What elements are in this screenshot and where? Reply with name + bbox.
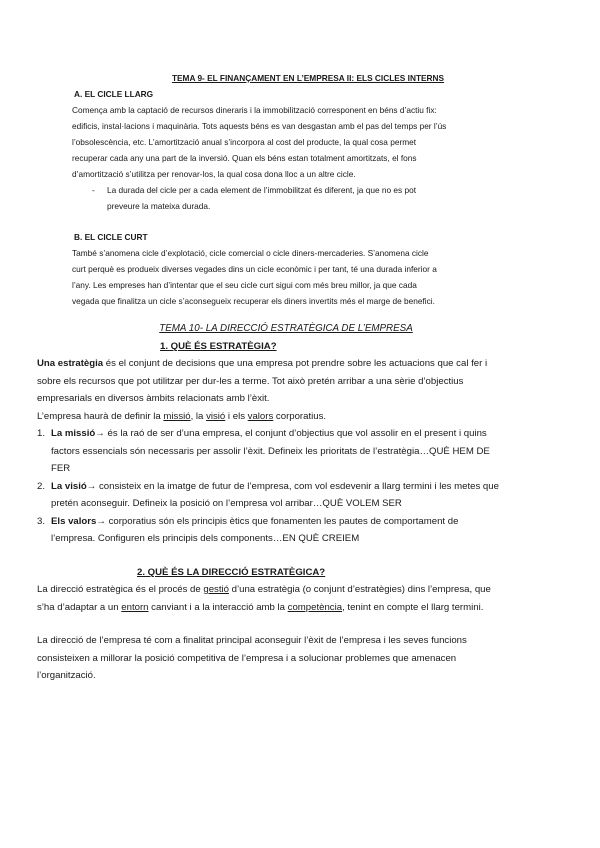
tema10-title: TEMA 10- LA DIRECCIÓ ESTRATÈGICA DE L’EMPRESA [159,323,413,334]
bullet-dash: - [92,185,95,195]
section-a-line: Comença amb la captació de recursos dineraris i la immobilització corresponent en béns d’actiu fix: [72,105,437,115]
numbered-list [37,425,535,548]
list-item: 3. Els valors→ corporatius són els principis ètics que fonamenten les pautes de comportament de l’empresa. Configuren els principis dels components…EN QUÈ CREIEM [37,513,535,548]
q2-paragraph2-line: La direcció de l’empresa té com a finalitat principal aconseguir l’èxit de l’empresa i les seves funcions [37,635,467,646]
item-term: La visió [51,480,87,492]
section-b-line: curt perquè es produeix diverses vegades dins un cicle econòmic i per tant, té una durada inferior a [72,264,437,274]
q2-paragraph1-line: s’ha d’adaptar a un entorn canviant i a la interacció amb la competència, tenint en compte el llarg termini. [37,601,484,613]
bullet-continuation [72,198,534,214]
list-number: 3. [37,515,46,527]
bullet-text: La durada del cicle per a cada element de l’immobilitzat és diferent, ja que no es pot [107,185,417,195]
section-b-line: També s’anomena cicle d’explotació, cicle comercial o cicle diners-mercaderies. S’anomena cicle [72,248,429,258]
q2-paragraph2-line: l’organització. [37,670,96,681]
section-a-heading: A. EL CICLE LLARG [74,89,154,99]
q1-intro-line: empresarials en diversos àmbits relacionats amb l’èxit. [37,393,270,404]
term-gestio: gestió [203,584,229,595]
section-b-line: l’any. Les empreses han d’intentar que el seu cicle curt sigui com més breu millor, ja que cada [72,280,417,290]
term-visio: visió [206,410,226,422]
q1-intro: Una estratègia és el conjunt de decisions que una empresa pot prendre sobre les actuacions que cal fer i [37,358,488,369]
term-competencia: competència [287,601,343,613]
bullet-text: preveure la mateixa durada. [107,201,211,211]
list-number: 2. [37,480,46,492]
item-term: La missió [51,428,96,439]
section-a-line: l’obsolescència, etc. L’amortització anual s’incorpora al cost del producte, la qual cosa permet [72,137,417,147]
term-entorn: entorn [121,601,149,613]
list-item: 1. La missió→ és la raó de ser d’una empresa, el conjunt d’objectius que vol assolir en el present i quins factors essencials són necessaris per assolir l’èxit. Defineix les prioritats de l’estratègia…QUÈ HEM DE FER [37,425,535,478]
q1-intro-bold: Una estratègia [37,358,104,369]
q2-paragraph1: La direcció estratègica és el procés de gestió d’una estratègia (o conjunt d’estratègies) dins l’empresa, que [37,584,491,595]
q2-heading: 2. QUÈ ÉS LA DIRECCIÓ ESTRATÈGICA? [137,566,326,578]
section-a-line: recuperar cada any una part de la inversió. Quan els béns estan totalment amortitzats, el fons [72,153,417,163]
list-item: 2. La visió→ consisteix en la imatge de futur de l’empresa, com vol esdevenir a llarg termini i les metes que pretén aconseguir. Defineix la posició on l’empresa vol arribar…QUÈ VOLEM SER [37,478,535,513]
q1-intro-line: sobre els recursos que pot utilitzar per dur-les a terme. Tot això pretén arribar a una sèrie d’objectius [37,375,464,387]
tema10-block [37,320,535,685]
q1-heading: 1. QUÈ ÉS ESTRATÈGIA? [160,340,277,352]
tema9-title: TEMA 9- EL FINANÇAMENT EN L’EMPRESA II: ELS CICLES INTERNS [171,73,445,83]
tema9-block [72,70,534,309]
list-number: 1. [37,428,46,439]
definitions-line: L’empresa haurà de definir la missió, la visió i els valors corporatius. [37,410,327,422]
section-a-line: d’amortització s’utilitza per renovar-los, la qual cosa dona lloc a un altre cicle. [72,169,356,179]
section-b-line: vegada que finalitza un cicle s’aconsegueix recuperar els diners invertits més el marge de benefici. [72,296,435,306]
q2-paragraph2-line: consisteixen a millorar la posició competitiva de l’empresa i a solucionar problemes que amenacen [37,652,457,664]
section-b-heading: B. EL CICLE CURT [74,232,148,242]
section-a-line: edificis, instal·lacions i maquinària. Tots aquests béns es van desgastan amb el pas del temps per l’ús [72,121,447,131]
term-missio: missió [163,410,191,422]
term-valors: valors [247,410,274,422]
item-term: Els valors [51,515,97,527]
bullet-item [72,182,534,198]
